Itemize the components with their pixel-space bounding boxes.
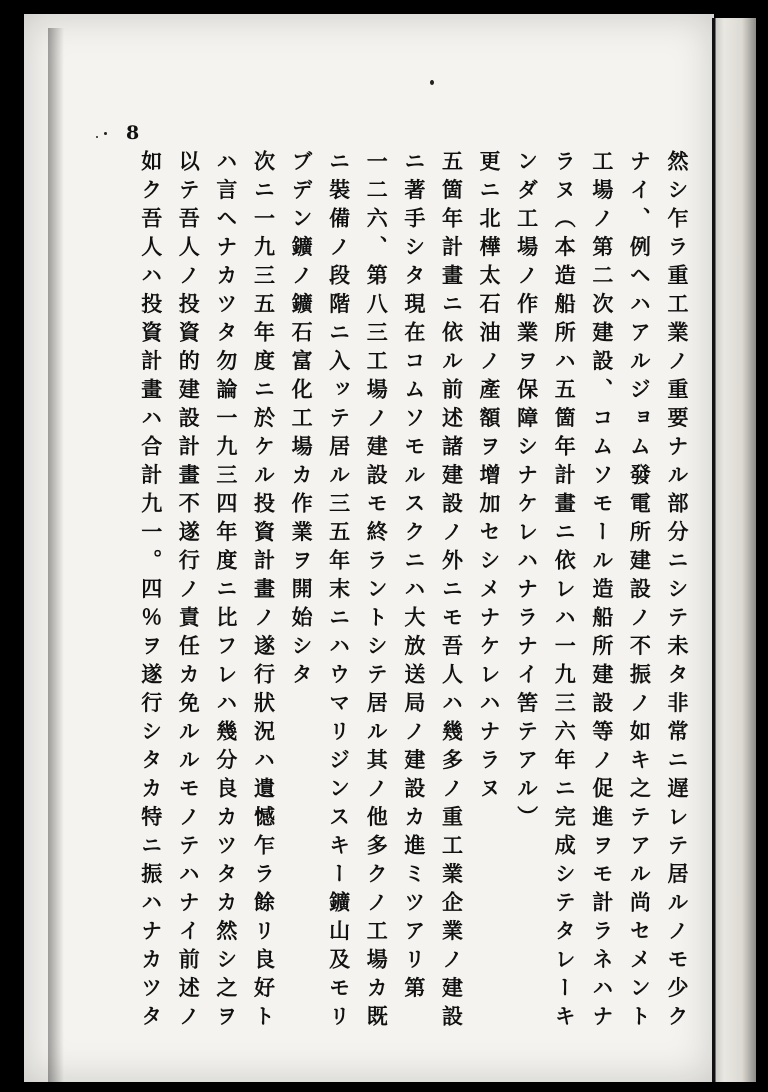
- text-column: 然シ乍ラ重工業ノ重要ナル部分ニシテ未タ非常ニ遅レテ居ルノモ少ク: [665, 150, 690, 1034]
- text-column: ニ裝備ノ段階ニ入ッテ居ル三五年末ニハウマリジンスキー鑛山及モリ: [326, 150, 352, 1034]
- text-column: ンダ工場ノ作業ヲ保障シナケレハナラナイ筈テアル）: [514, 150, 540, 834]
- text-column: ブデン鑛ノ鑛石富化工場カ作業ヲ開始シタ: [289, 150, 315, 692]
- binding-shadow: [48, 28, 64, 1092]
- scan-speck: [430, 80, 434, 85]
- vertical-text-body: [132, 150, 696, 1034]
- text-column: 工場ノ第二次建設、コムソモール造船所建設等ノ促進ヲモ計ラネハナ: [589, 150, 615, 1034]
- text-column: 以テ吾人ノ投資的建設計畫不遂行ノ責任カ免ルルモノテハナイ前述ノ: [176, 150, 202, 1034]
- text-column: 更ニ北樺太石油ノ產額ヲ增加セシメナケレハナラヌ: [477, 150, 503, 806]
- page-number: 8: [126, 122, 140, 144]
- scan-speck: [104, 132, 107, 135]
- text-column: 五箇年計畫ニ依ル前述諸建設ノ外ニモ吾人ハ幾多ノ重工業企業ノ建設: [439, 150, 465, 1034]
- text-column: 次ニ一九三五年度ニ於ケル投資計畫ノ遂行狀況ハ遺憾乍ラ餘リ良好ト: [251, 150, 277, 1034]
- text-column: ハ言ヘナカツタ勿論一九三四年度ニ比フレハ幾分良カツタカ然シ之ヲ: [213, 150, 239, 1034]
- text-column: 一二六、第八三工場ノ建設モ終ラントシテ居ル其ノ他多クノ工場カ既: [364, 150, 390, 1034]
- text-column: 如ク吾人ハ投資計畫ハ合計九一。四％ヲ遂行シタカ特ニ振ハナカツタ: [138, 150, 164, 1034]
- page-stack-edge: [712, 18, 756, 1082]
- scan-speck: [96, 136, 98, 138]
- text-column: ニ著手シタ現在コムソモルスクニハ大放送局ノ建設カ進ミツアリ第: [401, 150, 427, 1005]
- text-column: ナイ、例ヘハアルジョム發電所建設ノ不振ノ如キ之テアル尚セメント: [627, 150, 653, 1034]
- text-column: ラヌ（本造船所ハ五箇年計畫ニ依レハ一九三六年ニ完成シテタレーキ: [552, 150, 578, 1034]
